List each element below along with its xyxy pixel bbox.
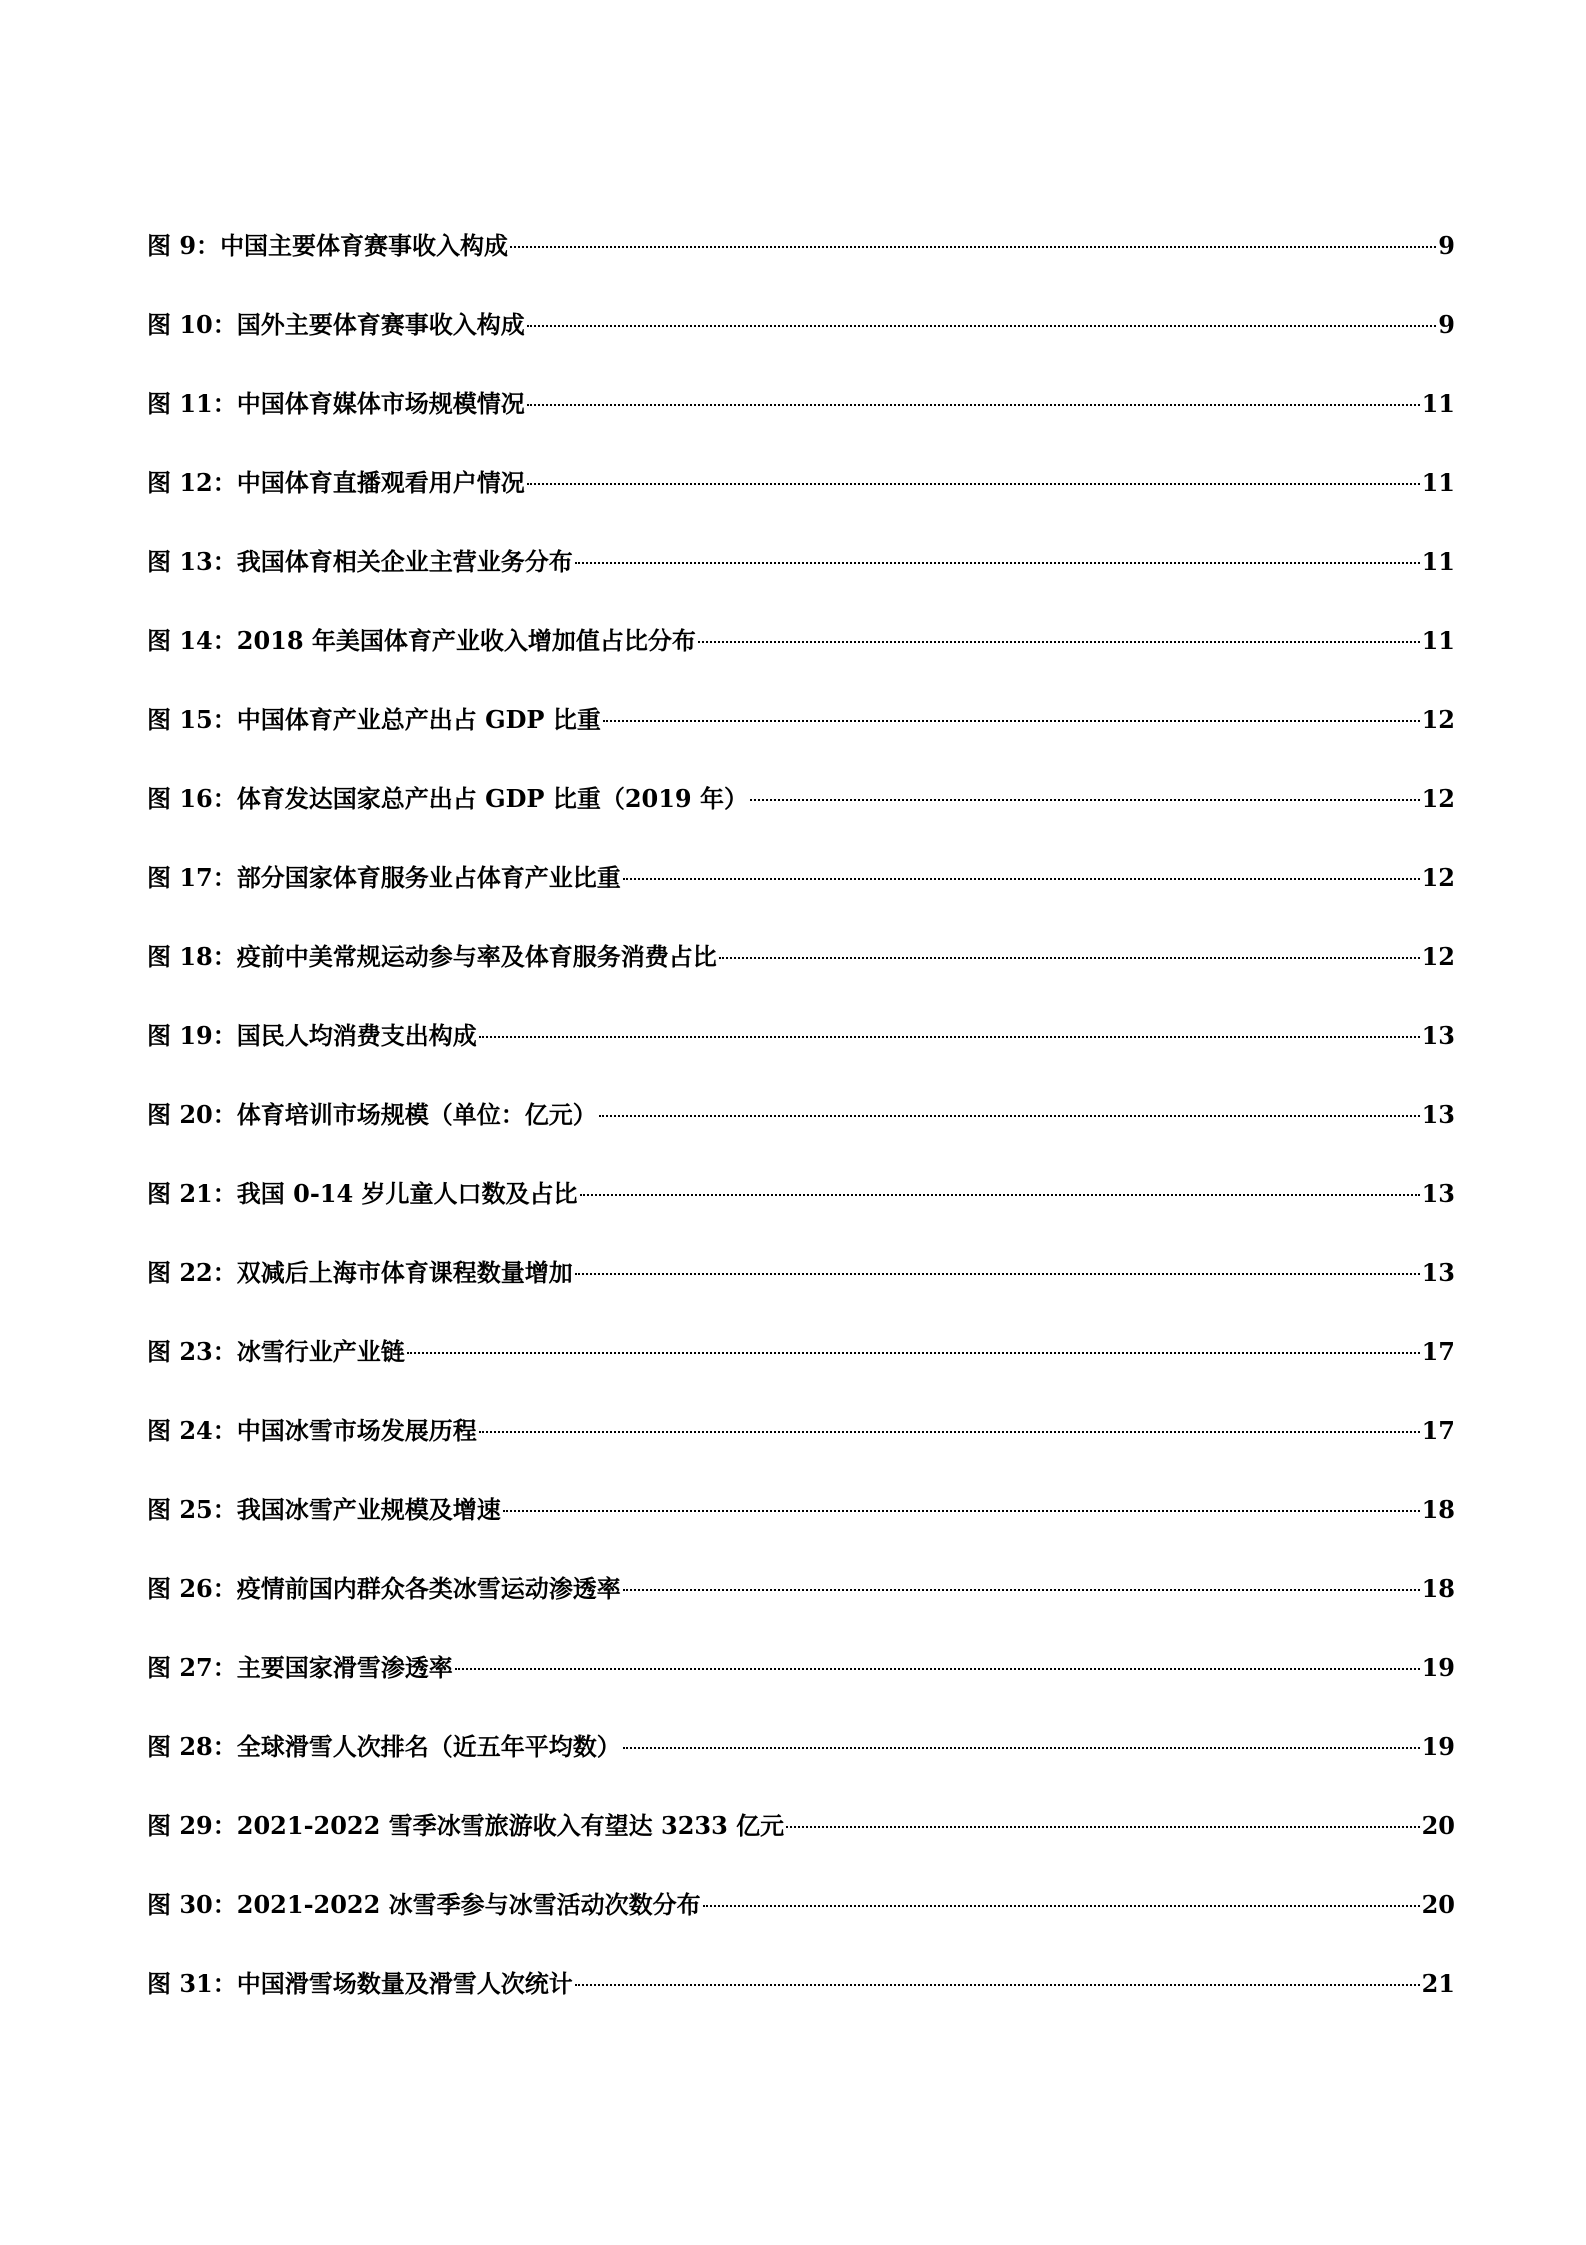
figure-label: 图 23： (147, 1337, 237, 1366)
figure-label: 图 14： (147, 626, 237, 655)
figure-label: 图 19： (147, 1021, 237, 1050)
page-number: 9 (1438, 310, 1455, 339)
toc-entry[interactable] (147, 463, 1455, 542)
dot-leader (599, 1115, 1420, 1117)
page-number: 13 (1421, 1258, 1455, 1287)
page-number: 21 (1421, 1969, 1455, 1998)
figure-label: 图 28： (147, 1732, 237, 1761)
page-number: 13 (1421, 1100, 1455, 1129)
figure-title: 中国体育产业总产出占 GDP 比重 (236, 705, 601, 734)
figure-label: 图 10： (147, 310, 237, 339)
dot-leader (698, 641, 1420, 643)
dot-leader (719, 957, 1420, 959)
figure-title: 中国体育媒体市场规模情况 (236, 389, 525, 418)
page-number: 11 (1421, 626, 1455, 655)
figure-title: 全球滑雪人次排名（近五年平均数） (236, 1732, 621, 1761)
toc-entry[interactable] (147, 700, 1455, 779)
figure-title: 中国冰雪市场发展历程 (236, 1416, 477, 1445)
dot-leader (786, 1826, 1419, 1828)
toc-entry[interactable] (147, 937, 1455, 1016)
page-number: 20 (1421, 1890, 1455, 1919)
dot-leader (407, 1352, 1420, 1354)
figure-title: 国民人均消费支出构成 (236, 1021, 477, 1050)
toc-entry[interactable] (147, 1885, 1455, 1964)
dot-leader (527, 325, 1437, 327)
figure-label: 图 12： (147, 468, 237, 497)
figure-title: 双减后上海市体育课程数量增加 (236, 1258, 573, 1287)
toc-entry[interactable] (147, 1964, 1455, 2043)
page-number: 11 (1421, 389, 1455, 418)
figure-title: 疫情前国内群众各类冰雪运动渗透率 (236, 1574, 621, 1603)
page-number: 12 (1421, 863, 1455, 892)
dot-leader (580, 1194, 1420, 1196)
page-number: 19 (1421, 1653, 1455, 1682)
dot-leader (527, 404, 1420, 406)
toc-entry[interactable] (147, 621, 1455, 700)
toc-entry[interactable] (147, 1016, 1455, 1095)
page-number: 17 (1421, 1337, 1455, 1366)
toc-entry[interactable] (147, 1490, 1455, 1569)
figure-title: 我国 0-14 岁儿童人口数及占比 (236, 1179, 578, 1208)
page-number: 12 (1421, 705, 1455, 734)
toc-entry[interactable] (147, 858, 1455, 937)
figure-label: 图 22： (147, 1258, 237, 1287)
page-number: 20 (1421, 1811, 1455, 1840)
toc-entry[interactable] (147, 1569, 1455, 1648)
figure-title: 中国滑雪场数量及滑雪人次统计 (236, 1969, 573, 1998)
dot-leader (455, 1668, 1420, 1670)
figure-label: 图 26： (147, 1574, 237, 1603)
table-of-figures (147, 226, 1455, 2043)
dot-leader (623, 1747, 1420, 1749)
page-number: 13 (1421, 1021, 1455, 1050)
toc-entry[interactable] (147, 305, 1455, 384)
figure-label: 图 17： (147, 863, 237, 892)
page-number: 11 (1421, 547, 1455, 576)
dot-leader (575, 562, 1420, 564)
page-number: 19 (1421, 1732, 1455, 1761)
dot-leader (623, 1589, 1420, 1591)
figure-title: 中国主要体育赛事收入构成 (220, 231, 509, 260)
figure-title: 部分国家体育服务业占体育产业比重 (236, 863, 621, 892)
figure-label: 图 13： (147, 547, 237, 576)
dot-leader (479, 1431, 1420, 1433)
dot-leader (510, 246, 1436, 248)
figure-title: 国外主要体育赛事收入构成 (236, 310, 525, 339)
toc-entry[interactable] (147, 1332, 1455, 1411)
page-number: 12 (1421, 942, 1455, 971)
page-number: 18 (1421, 1574, 1455, 1603)
figure-label: 图 31： (147, 1969, 237, 1998)
figure-label: 图 27： (147, 1653, 237, 1682)
toc-entry[interactable] (147, 1253, 1455, 1332)
page-number: 9 (1438, 231, 1455, 260)
toc-entry[interactable] (147, 1095, 1455, 1174)
figure-label: 图 24： (147, 1416, 237, 1445)
dot-leader (703, 1905, 1420, 1907)
page-number: 12 (1421, 784, 1455, 813)
figure-title: 冰雪行业产业链 (236, 1337, 405, 1366)
dot-leader (575, 1273, 1420, 1275)
toc-entry[interactable] (147, 384, 1455, 463)
toc-entry[interactable] (147, 542, 1455, 621)
dot-leader (750, 799, 1420, 801)
page-number: 18 (1421, 1495, 1455, 1524)
figure-title: 我国冰雪产业规模及增速 (236, 1495, 501, 1524)
dot-leader (575, 1984, 1420, 1986)
dot-leader (623, 878, 1420, 880)
toc-entry[interactable] (147, 1174, 1455, 1253)
figure-label: 图 25： (147, 1495, 237, 1524)
figure-title: 我国体育相关企业主营业务分布 (236, 547, 573, 576)
toc-entry[interactable] (147, 1727, 1455, 1806)
page-number: 13 (1421, 1179, 1455, 1208)
figure-label: 图 16： (147, 784, 237, 813)
figure-label: 图 9： (147, 231, 221, 260)
figure-label: 图 11： (147, 389, 237, 418)
figure-title: 体育发达国家总产出占 GDP 比重（2019 年） (236, 784, 748, 813)
figure-title: 体育培训市场规模（单位：亿元） (236, 1100, 597, 1129)
figure-title: 2018 年美国体育产业收入增加值占比分布 (236, 626, 696, 655)
figure-title: 2021-2022 雪季冰雪旅游收入有望达 3233 亿元 (236, 1811, 785, 1840)
dot-leader (527, 483, 1420, 485)
toc-entry[interactable] (147, 1806, 1455, 1885)
figure-title: 疫前中美常规运动参与率及体育服务消费占比 (236, 942, 717, 971)
toc-entry[interactable] (147, 1648, 1455, 1727)
figure-title: 主要国家滑雪渗透率 (236, 1653, 453, 1682)
figure-label: 图 30： (147, 1890, 237, 1919)
figure-label: 图 21： (147, 1179, 237, 1208)
page-number: 11 (1421, 468, 1455, 497)
dot-leader (479, 1036, 1420, 1038)
figure-label: 图 29： (147, 1811, 237, 1840)
figure-label: 图 20： (147, 1100, 237, 1129)
figure-title: 中国体育直播观看用户情况 (236, 468, 525, 497)
dot-leader (603, 720, 1420, 722)
toc-entry[interactable] (147, 1411, 1455, 1490)
figure-title: 2021-2022 冰雪季参与冰雪活动次数分布 (236, 1890, 701, 1919)
toc-entry[interactable] (147, 226, 1455, 305)
toc-entry[interactable] (147, 779, 1455, 858)
dot-leader (503, 1510, 1420, 1512)
page-number: 17 (1421, 1416, 1455, 1445)
figure-label: 图 15： (147, 705, 237, 734)
figure-label: 图 18： (147, 942, 237, 971)
